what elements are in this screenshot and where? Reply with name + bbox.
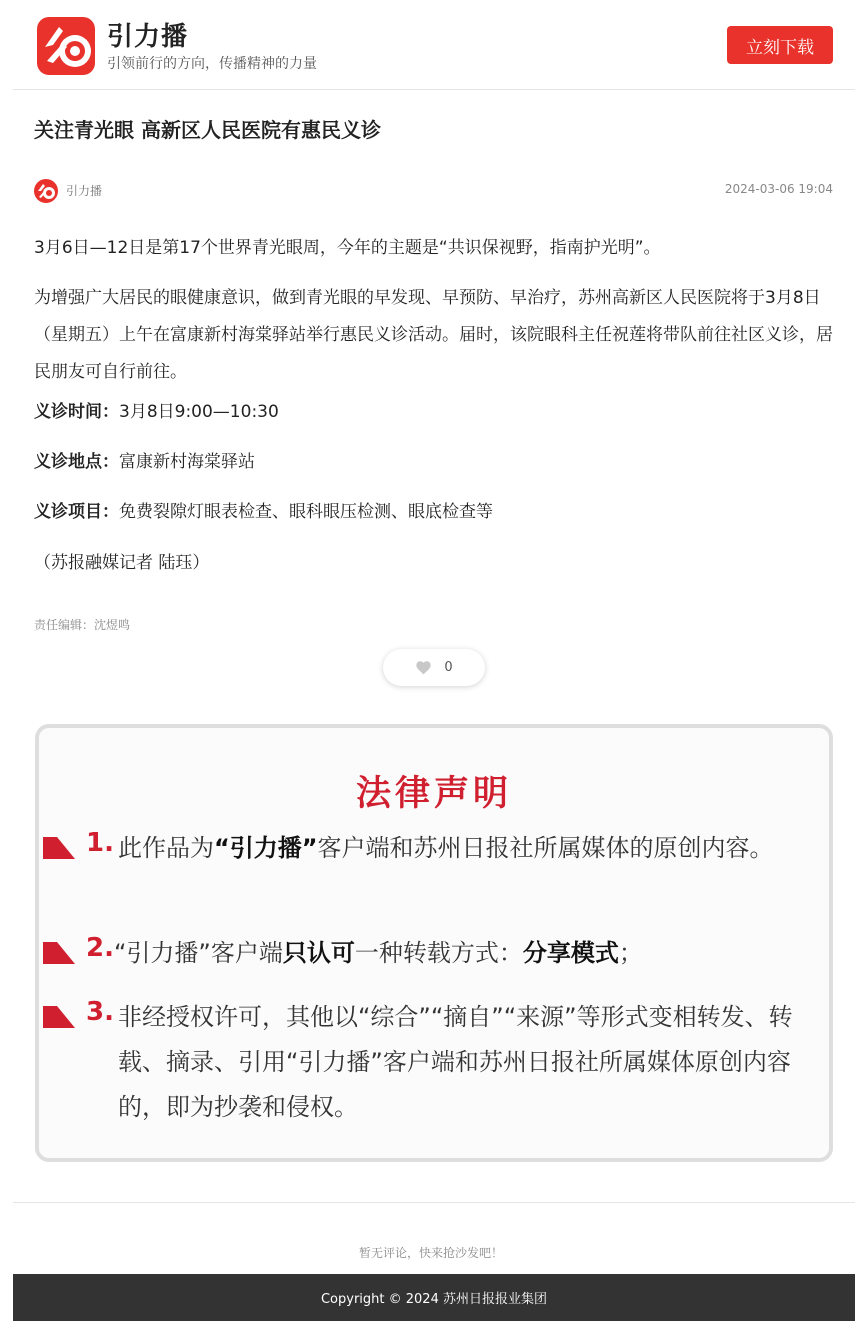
legal-text-part: 客户端和苏州日报社所属媒体的原创内容。 xyxy=(317,834,774,862)
clinic-items-label: 义诊项目： xyxy=(34,502,119,522)
legal-text-part: 此作品为 xyxy=(118,834,214,862)
clinic-time xyxy=(34,394,834,431)
legal-item-number: 3. xyxy=(86,997,114,1027)
app-name: 引力播 xyxy=(107,22,189,52)
heart-icon xyxy=(415,660,432,675)
paragraph-event: 为增强广大居民的眼健康意识，做到青光眼的早发现、早预防、早治疗，苏州高新区人民医院将于3月8日（星期五）上午在富康新村海棠驿站举行惠民义诊活动。届时，该院眼科主任祝莲将带队前往社区义诊，居民朋友可自行前往。 xyxy=(34,288,833,382)
clinic-place xyxy=(34,444,834,481)
legal-item-number: 1. xyxy=(86,828,114,858)
clinic-time-label: 义诊时间： xyxy=(34,402,119,422)
app-logo-icon xyxy=(37,17,95,75)
app-header xyxy=(0,0,862,90)
article-title: 关注青光眼 高新区人民医院有惠民义诊 xyxy=(34,118,381,142)
paragraph-intro: 3月6日—12日是第17个世界青光眼周，今年的主题是“共识保视野，指南护光明”。 xyxy=(34,238,661,258)
red-flag-icon xyxy=(43,942,75,964)
copyright-text: Copyright © 2024 苏州日报报业集团 xyxy=(320,1292,547,1307)
legal-text-part: “引力播”客户端 xyxy=(114,939,283,967)
app-slogan: 引领前行的方向，传播精神的力量 xyxy=(107,56,317,72)
source-logo-icon xyxy=(34,179,58,203)
clinic-place-label: 义诊地点： xyxy=(34,452,119,472)
legal-item-text: 非经授权许可，其他以“综合”“摘自”“来源”等形式变相转发、转载、摘录、引用“引力播”客户端和苏州日报社所属媒体原创内容的，即为抄袭和侵权。 xyxy=(118,1003,793,1121)
legal-text-bold: “引力播” xyxy=(214,834,318,862)
empty-comments-message: 暂无评论，快来抢沙发吧！ xyxy=(358,1246,503,1260)
legal-item-text xyxy=(114,931,794,976)
reporter-credit: （苏报融媒记者 陆珏） xyxy=(34,553,210,573)
clinic-items xyxy=(34,494,834,531)
clinic-time-value: 3月8日9:00—10:30 xyxy=(119,402,279,422)
source-name[interactable]: 引力播 xyxy=(66,184,103,198)
legal-title: 法律声明 xyxy=(355,774,512,814)
legal-item-text xyxy=(118,826,798,871)
clinic-place-value: 富康新村海棠驿站 xyxy=(119,452,255,472)
legal-text-bold: 只认可 xyxy=(282,939,355,967)
legal-text-part: 一种转载方式： xyxy=(354,939,523,967)
page-footer xyxy=(13,1274,855,1321)
like-count: 0 xyxy=(444,660,453,675)
header-divider xyxy=(13,89,855,90)
like-button[interactable] xyxy=(383,649,485,686)
editor-credit: 责任编辑：沈煜鸣 xyxy=(34,618,131,632)
red-flag-icon xyxy=(43,1006,75,1028)
legal-text-part: ； xyxy=(618,939,643,967)
legal-item-number: 2. xyxy=(86,933,114,963)
legal-statement xyxy=(35,724,833,1162)
download-button[interactable]: 立刻下载 xyxy=(727,26,833,64)
comments-divider xyxy=(13,1202,855,1203)
legal-text-bold: 分享模式 xyxy=(522,939,619,967)
publish-time: 2024-03-06 19:04 xyxy=(724,182,833,196)
clinic-items-value: 免费裂隙灯眼表检查、眼科眼压检测、眼底检查等 xyxy=(119,502,493,522)
red-flag-icon xyxy=(43,837,75,859)
